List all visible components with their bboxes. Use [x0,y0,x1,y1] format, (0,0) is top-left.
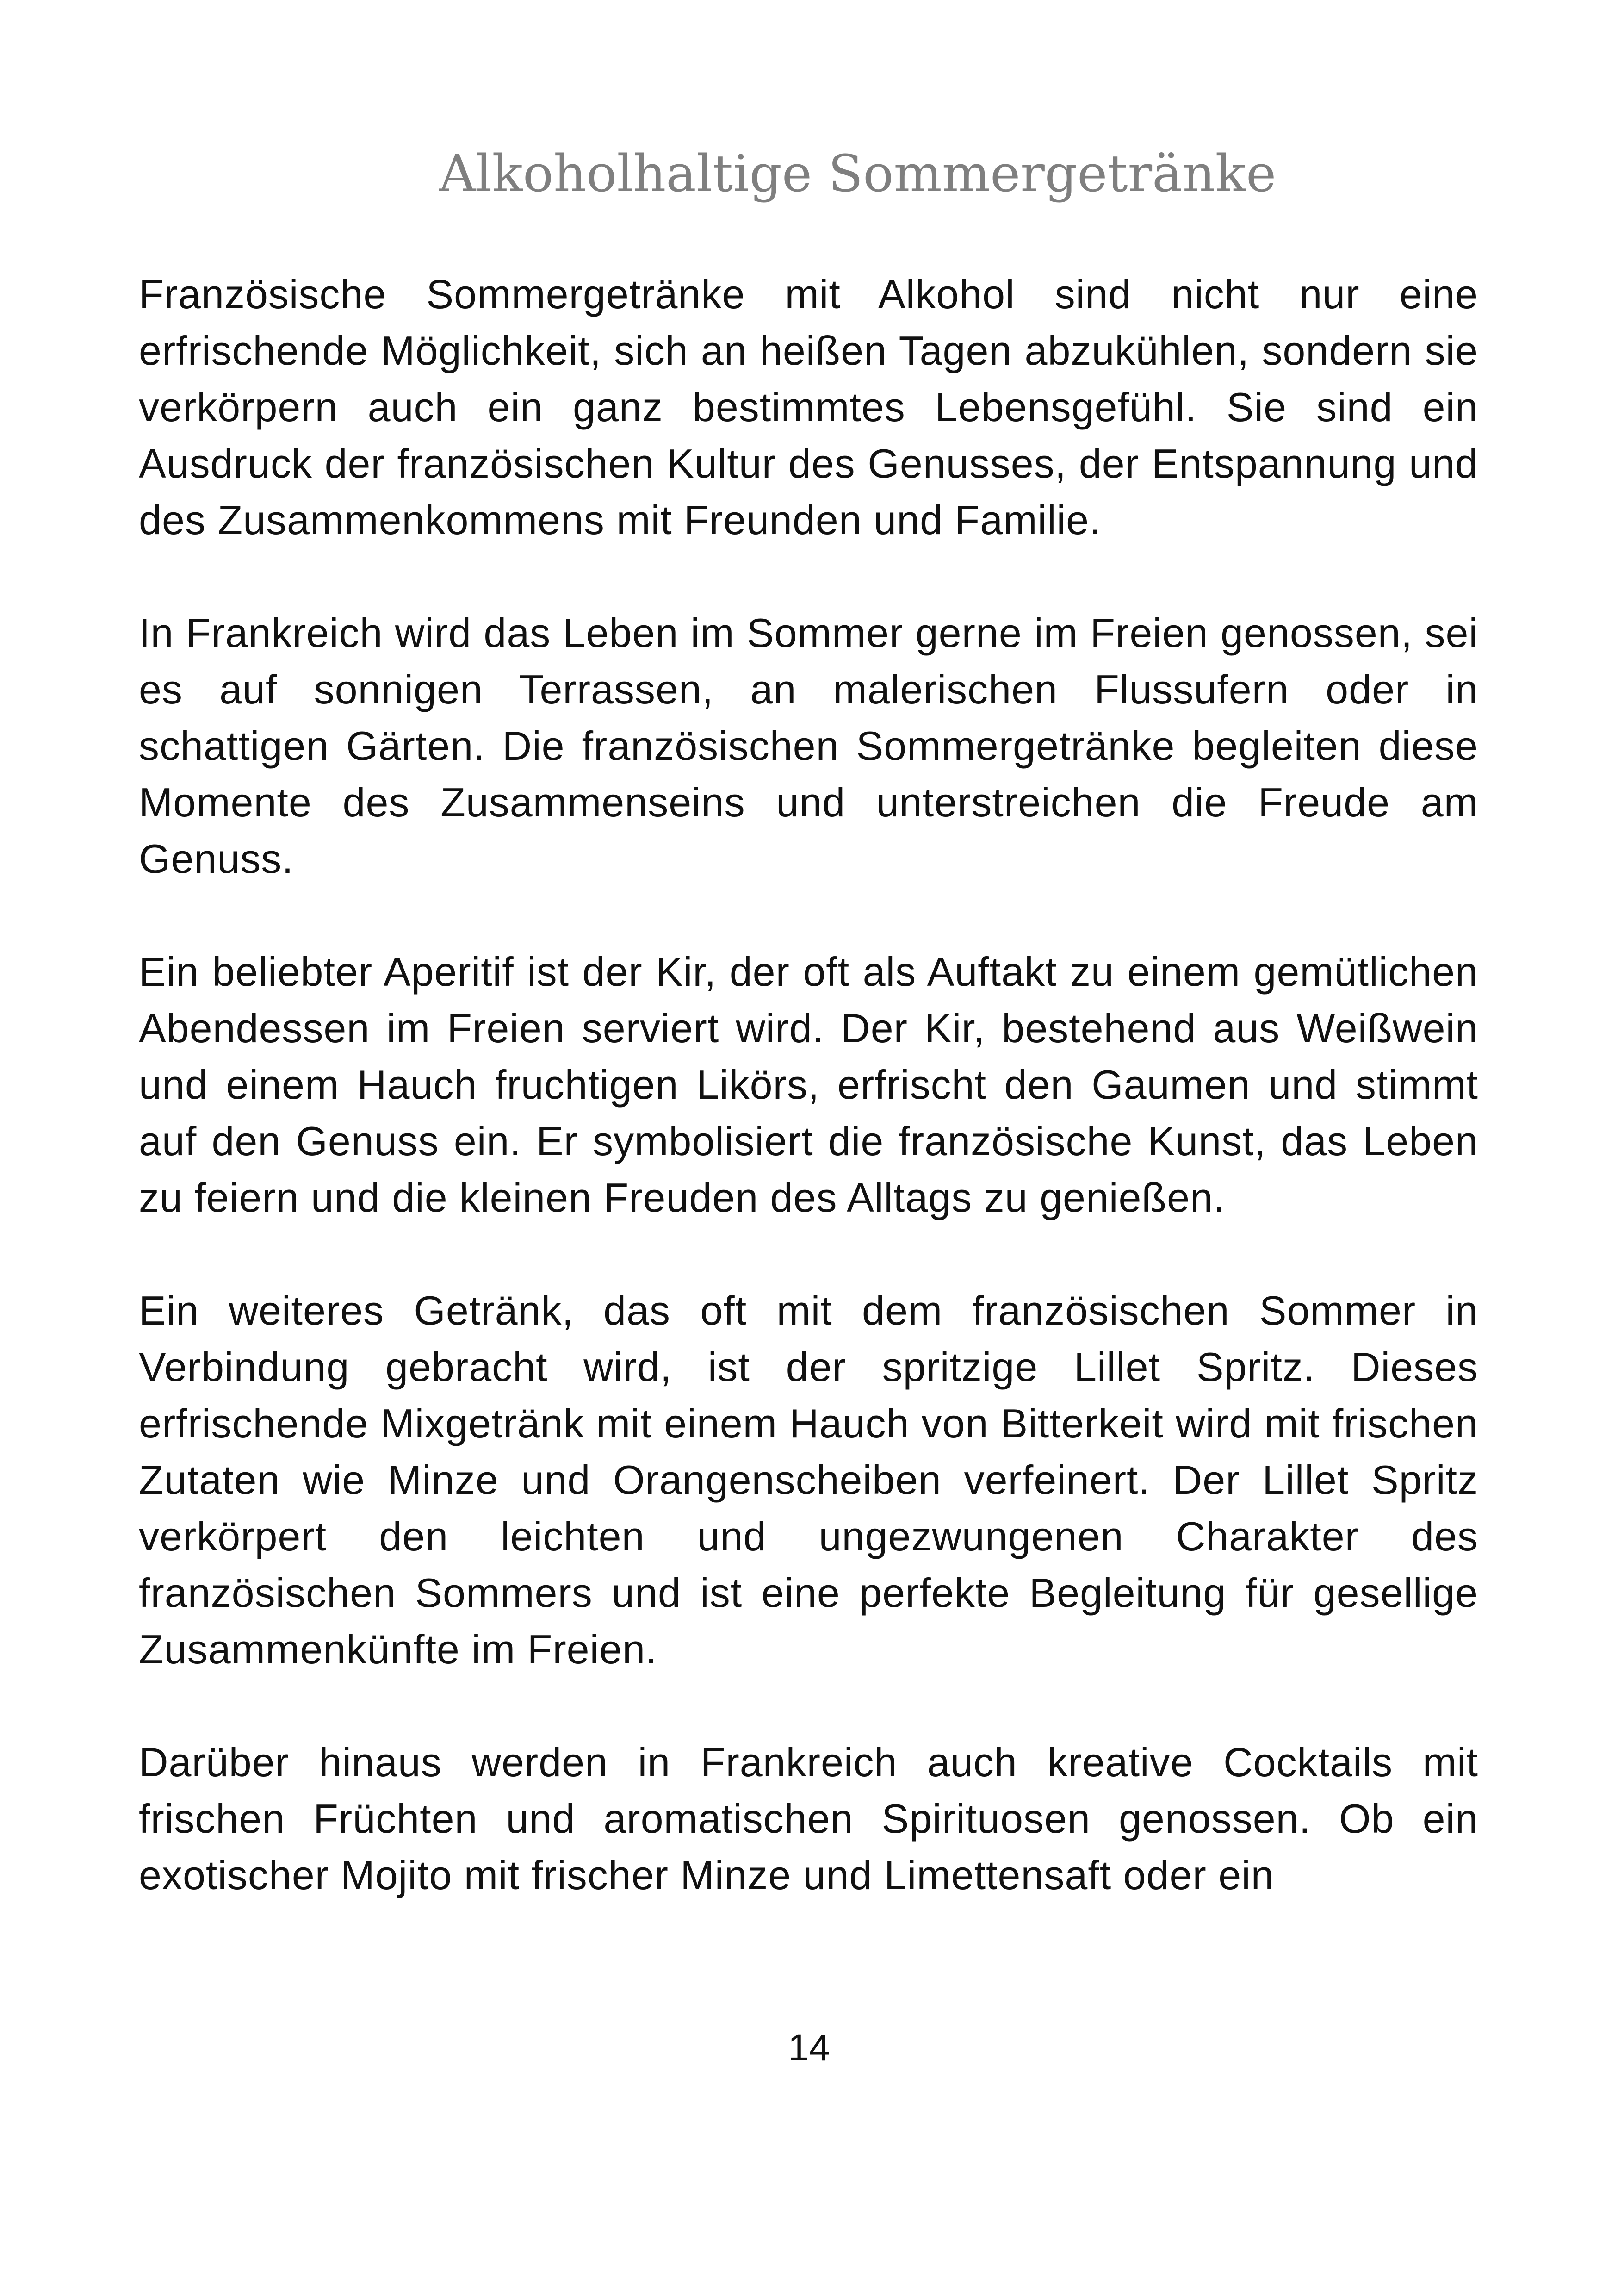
paragraph-2: In Frankreich wird das Leben im Sommer gerne im Freien genossen, sei es auf sonnigen Terrassen, an malerischen Flussufern oder in schattigen Gärten. Die französischen Sommergetränke begleiten diese Momente des Zusammenseins und unterstreichen die Freude am Genuss. [139,610,1478,882]
paragraph-4: Ein weiteres Getränk, das oft mit dem französischen Sommer in Verbindung gebracht wird, ist der spritzige Lillet Spritz. Dieses erfrischende Mixgetränk mit einem Hauch von Bitterkeit wird mit frischen Zutaten wie Minze und Orangenscheiben verfeinert. Der Lillet Spritz verkörpert den leichten und ungezwungenen Charakter des französischen Sommers und ist eine perfekte Begleitung für gesellige Zusammenkünfte im Freien. [139,1288,1478,1672]
paragraph-5: Darüber hinaus werden in Frankreich auch kreative Cocktails mit frischen Früchten und aromatischen Spirituosen genossen. Ob ein exotischer Mojito mit frischer Minze und Limettensaft oder ein [139,1739,1478,1898]
page-number: 14 [787,2027,831,2069]
page-title: Alkoholhaltige Sommergetränke [439,144,1277,203]
paragraph-1: Französische Sommergetränke mit Alkohol sind nicht nur eine erfrischende Möglichkeit, sich an heißen Tagen abzukühlen, sondern sie verkörpern auch ein ganz bestimmtes Lebensgefühl. Sie sind ein Ausdruck der französischen Kultur des Genusses, der Entspannung und des Zusammenkommens mit Freunden und Familie. [139,271,1478,543]
body-text [139,266,1478,1904]
paragraph-3: Ein beliebter Aperitif ist der Kir, der oft als Auftakt zu einem gemütlichen Abendessen im Freien serviert wird. Der Kir, bestehend aus Weißwein und einem Hauch fruchtigen Likörs, erfrischt den Gaumen und stimmt auf den Genuss ein. Er symbolisiert die französische Kunst, das Leben zu feiern und die kleinen Freuden des Alltags zu genießen. [139,949,1478,1220]
